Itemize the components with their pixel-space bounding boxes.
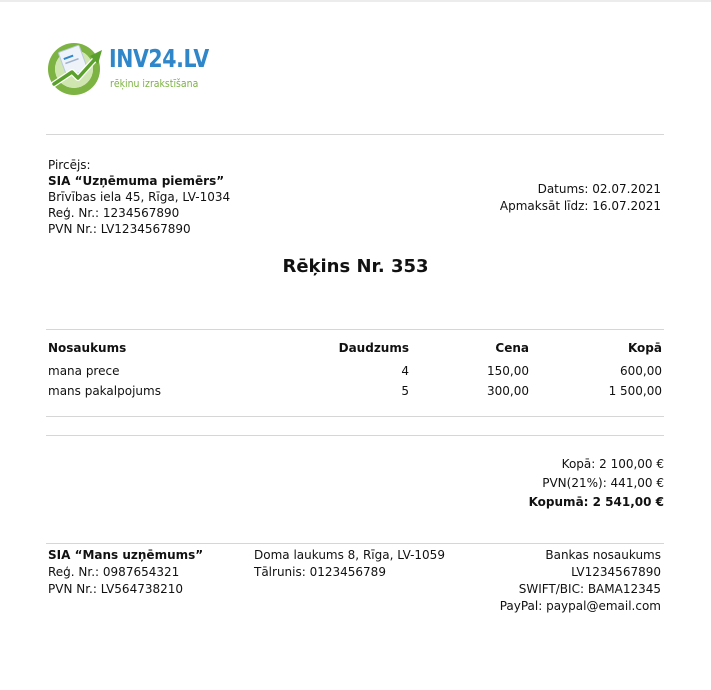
totals-block [529,455,664,512]
seller-vat: PVN Nr.: LV564738210 [48,582,184,596]
seller-contact-block [254,547,445,581]
top-border [0,0,711,2]
row-total: 1 500,00 [608,384,662,398]
seller-block [48,547,203,598]
bank-account: LV1234567890 [571,565,661,579]
row-qty: 5 [401,384,409,398]
header-qty: Daudzums [338,341,409,355]
buyer-block [48,157,230,237]
divider-top [46,134,664,135]
divider-table-bottom [46,416,664,417]
logo-name: INV24.LV [109,44,209,73]
bank-swift: SWIFT/BIC: BAMA12345 [518,582,661,596]
bank-block [500,547,661,615]
seller-phone: Tālrunis: 0123456789 [254,565,386,579]
divider-totals [46,435,664,436]
logo-icon [46,38,108,100]
row-name: mans pakalpojums [48,384,161,398]
bank-paypal: PayPal: paypal@email.com [499,599,661,613]
grand-total: Kopumā: 2 541,00 € [528,495,664,509]
vat-total: PVN(21%): 441,00 € [542,476,664,490]
logo-tagline: rēķinu izrakstīšana [110,77,199,90]
bank-name: Bankas nosaukums [545,548,661,562]
buyer-vat: PVN Nr.: LV1234567890 [48,222,191,236]
row-name: mana prece [48,364,120,378]
header-total: Kopā [627,341,662,355]
row-total: 600,00 [620,364,662,378]
subtotal: Kopā: 2 100,00 € [561,457,664,471]
table-row [46,381,664,401]
buyer-reg: Reģ. Nr.: 1234567890 [48,206,180,220]
invoice-date: Datums: 02.07.2021 [537,182,661,196]
seller-name: SIA “Mans uzņēmums” [48,548,204,562]
buyer-address: Brīvības iela 45, Rīga, LV-1034 [48,190,231,204]
header-price: Cena [495,341,529,355]
row-qty: 4 [401,364,409,378]
seller-reg: Reģ. Nr.: 0987654321 [48,565,180,579]
invoice-title: Rēķins Nr. 353 [282,256,429,277]
table-header-row [46,341,664,361]
divider-footer [46,543,664,544]
buyer-label: Pircējs: [48,158,91,172]
table-row [46,361,664,381]
due-date: Apmaksāt līdz: 16.07.2021 [499,199,661,213]
header-name: Nosaukums [48,341,127,355]
buyer-name: SIA “Uzņēmuma piemērs” [48,174,225,188]
seller-address: Doma laukums 8, Rīga, LV-1059 [254,548,445,562]
row-price: 150,00 [487,364,529,378]
items-table [46,341,664,401]
divider-table-top [46,329,664,330]
row-price: 300,00 [487,384,529,398]
dates-block [500,181,661,215]
company-logo [46,36,216,96]
